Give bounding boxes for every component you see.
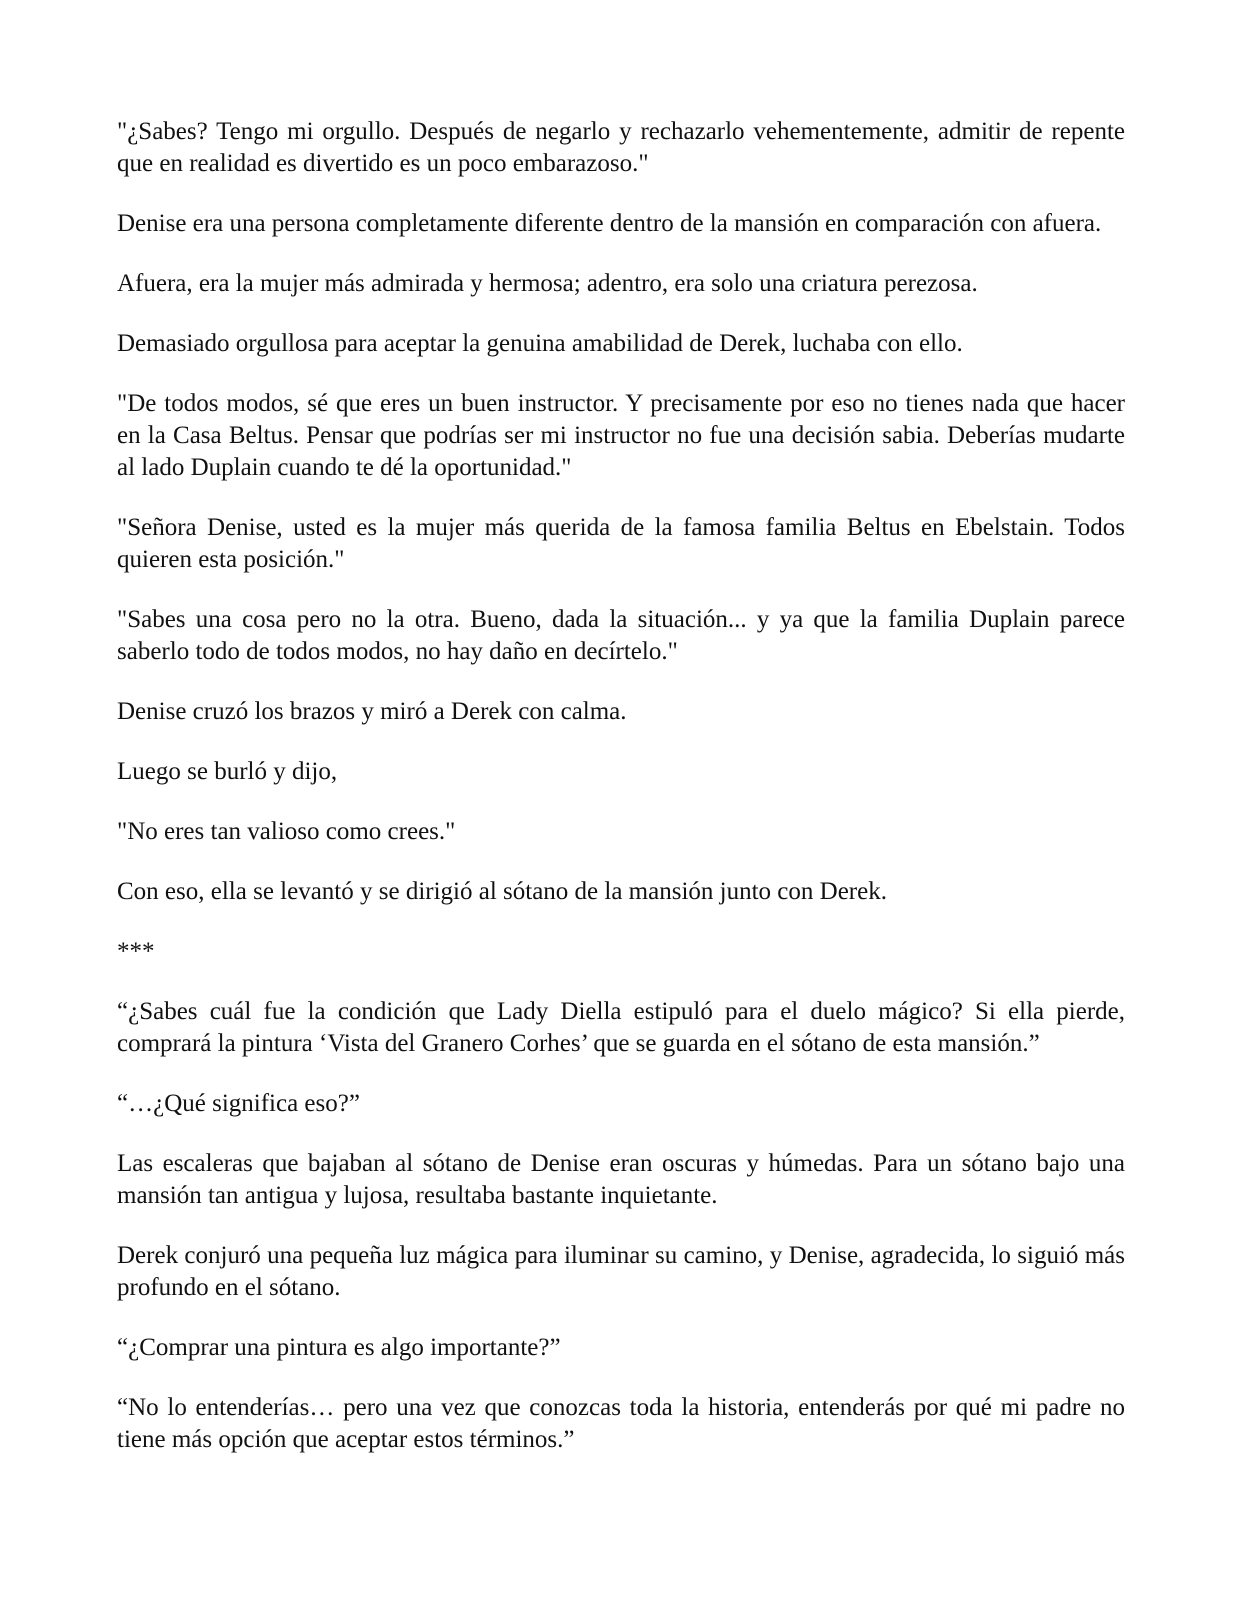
paragraph: "De todos modos, sé que eres un buen instructor. Y precisamente por eso no tienes nada que hacer en la Casa Beltus. Pensar que podrías ser mi instructor no fue una decisión sabia. Deberías mudarte al lado Duplain cuando te dé la oportunidad." [117,390,1125,481]
paragraph: Derek conjuró una pequeña luz mágica para iluminar su camino, y Denise, agradecida, lo siguió más profundo en el sótano. [117,1242,1125,1301]
paragraph: Denise era una persona completamente diferente dentro de la mansión en comparación con afuera. [117,210,1102,237]
paragraph: “¿Sabes cuál fue la condición que Lady Diella estipuló para el duelo mágico? Si ella pierde, comprará la pintura ‘Vista del Granero Corhes’ que se guarda en el sótano de esta mansión.” [117,998,1125,1057]
paragraph: "Señora Denise, usted es la mujer más querida de la famosa familia Beltus en Ebelstain. Todos quieren esta posición." [117,514,1125,573]
paragraph: “No lo entenderías… pero una vez que conozcas toda la historia, entenderás por qué mi padre no tiene más opción que aceptar estos términos.” [117,1394,1125,1453]
paragraph: Demasiado orgullosa para aceptar la genuina amabilidad de Derek, luchaba con ello. [117,330,963,357]
paragraph: Las escaleras que bajaban al sótano de Denise eran oscuras y húmedas. Para un sótano bajo una mansión tan antigua y lujosa, resultaba bastante inquietante. [117,1150,1125,1209]
scene-break: *** [117,938,155,965]
paragraph: Luego se burló y dijo, [117,758,338,785]
paragraph: "Sabes una cosa pero no la otra. Bueno, dada la situación... y ya que la familia Duplain parece saberlo todo de todos modos, no hay daño en decírtelo." [117,606,1125,665]
paragraph: "No eres tan valioso como crees." [117,818,456,845]
paragraph: Con eso, ella se levantó y se dirigió al sótano de la mansión junto con Derek. [117,878,887,905]
body-text [117,116,1125,1484]
paragraph: “…¿Qué significa eso?” [117,1090,360,1117]
paragraph: “¿Comprar una pintura es algo importante?” [117,1334,561,1361]
paragraph: Denise cruzó los brazos y miró a Derek con calma. [117,698,627,725]
paragraph: "¿Sabes? Tengo mi orgullo. Después de negarlo y rechazarlo vehementemente, admitir de repente que en realidad es divertido es un poco embarazoso." [117,118,1125,177]
paragraph: Afuera, era la mujer más admirada y hermosa; adentro, era solo una criatura perezosa. [117,270,978,297]
